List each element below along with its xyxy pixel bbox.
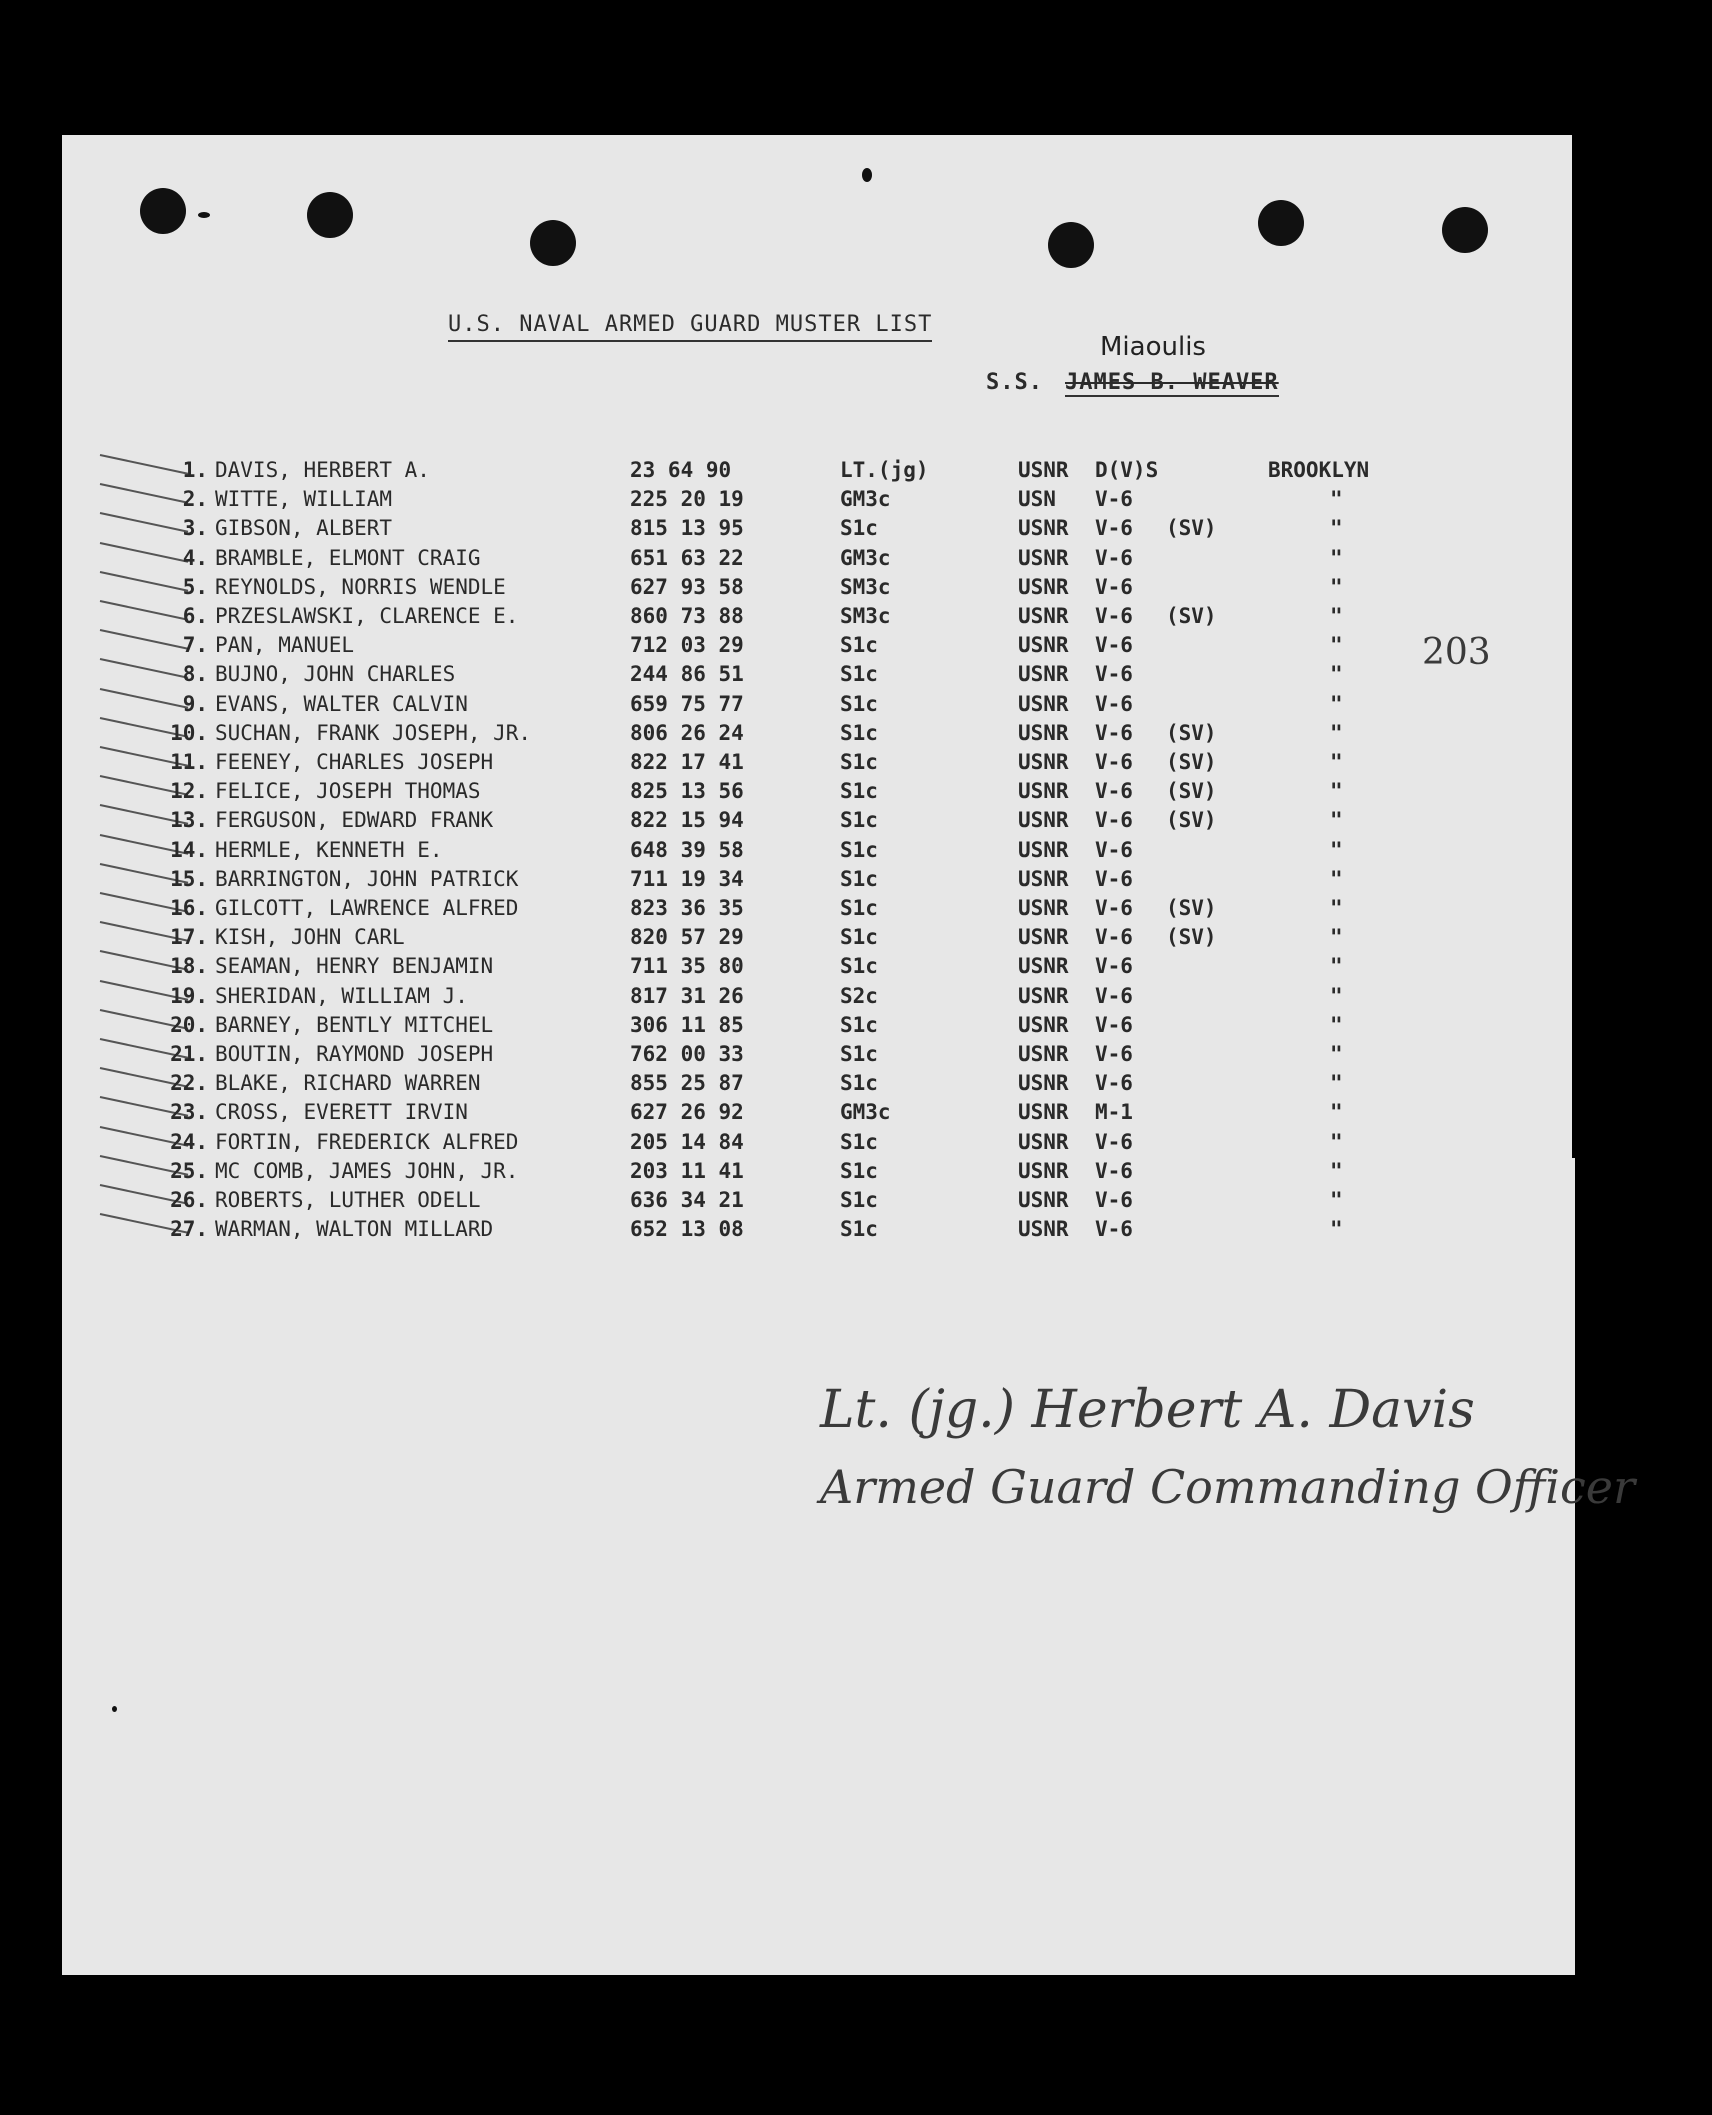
classification: V-6 (1095, 516, 1133, 540)
branch: USNR (1018, 808, 1069, 832)
crew-name: BLAKE, RICHARD WARREN (215, 1071, 481, 1095)
crew-name: DAVIS, HERBERT A. (215, 458, 430, 482)
classification: V-6 (1095, 487, 1133, 511)
rating: S1c (840, 516, 878, 540)
crew-name: FERGUSON, EDWARD FRANK (215, 808, 494, 832)
classification: V-6 (1095, 546, 1133, 570)
service-number: 627 26 92 (630, 1100, 744, 1124)
rating: S1c (840, 867, 878, 891)
ditto-mark: " (1330, 925, 1343, 949)
branch: USNR (1018, 546, 1069, 570)
branch: USNR (1018, 1042, 1069, 1066)
crew-name: CROSS, EVERETT IRVIN (215, 1100, 468, 1124)
roster-number: 21. (170, 1042, 208, 1066)
ditto-mark: " (1330, 516, 1343, 540)
branch: USN (1018, 487, 1056, 511)
roster-number: 15. (170, 867, 208, 891)
rating: S1c (840, 896, 878, 920)
classification: V-6 (1095, 633, 1133, 657)
rating: GM3c (840, 1100, 891, 1124)
sv-flag: (SV) (1166, 896, 1217, 920)
branch: USNR (1018, 662, 1069, 686)
crew-name: WARMAN, WALTON MILLARD (215, 1217, 494, 1241)
classification: V-6 (1095, 1042, 1133, 1066)
branch: USNR (1018, 721, 1069, 745)
branch: USNR (1018, 1071, 1069, 1095)
home-port: BROOKLYN (1268, 458, 1370, 482)
punch-hole (1258, 200, 1304, 246)
service-number: 860 73 88 (630, 604, 744, 628)
rating: S1c (840, 1042, 878, 1066)
crew-name: BUJNO, JOHN CHARLES (215, 662, 456, 686)
punch-hole (1442, 207, 1488, 253)
branch: USNR (1018, 838, 1069, 862)
ditto-mark: " (1330, 692, 1343, 716)
branch: USNR (1018, 458, 1069, 482)
branch: USNR (1018, 575, 1069, 599)
service-number: 822 15 94 (630, 808, 744, 832)
ditto-mark: " (1330, 604, 1343, 628)
crew-name: BARNEY, BENTLY MITCHEL (215, 1013, 494, 1037)
service-number: 205 14 84 (630, 1130, 744, 1154)
ditto-mark: " (1330, 1042, 1343, 1066)
roster-number: 8. (182, 662, 208, 686)
rating: S1c (840, 1188, 878, 1212)
ditto-mark: " (1330, 954, 1343, 978)
classification: V-6 (1095, 984, 1133, 1008)
crew-name: WITTE, WILLIAM (215, 487, 393, 511)
crew-name: SEAMAN, HENRY BENJAMIN (215, 954, 494, 978)
ditto-mark: " (1330, 546, 1343, 570)
ditto-mark: " (1330, 1217, 1343, 1241)
sv-flag: (SV) (1166, 721, 1217, 745)
crew-name: FEENEY, CHARLES JOSEPH (215, 750, 494, 774)
rating: GM3c (840, 487, 891, 511)
roster-number: 10. (170, 721, 208, 745)
crew-name: BARRINGTON, JOHN PATRICK (215, 867, 519, 891)
punch-hole (140, 188, 186, 234)
classification: V-6 (1095, 954, 1133, 978)
service-number: 855 25 87 (630, 1071, 744, 1095)
service-number: 712 03 29 (630, 633, 744, 657)
rating: S2c (840, 984, 878, 1008)
punch-hole (530, 220, 576, 266)
branch: USNR (1018, 516, 1069, 540)
rating: S1c (840, 1217, 878, 1241)
roster-number: 14. (170, 838, 208, 862)
ditto-mark: " (1330, 662, 1343, 686)
branch: USNR (1018, 604, 1069, 628)
ship-name-struck: JAMES B. WEAVER (1065, 370, 1279, 395)
rating: S1c (840, 692, 878, 716)
branch: USNR (1018, 867, 1069, 891)
branch: USNR (1018, 954, 1069, 978)
sv-flag: (SV) (1166, 604, 1217, 628)
roster-number: 26. (170, 1188, 208, 1212)
branch: USNR (1018, 1159, 1069, 1183)
service-number: 823 36 35 (630, 896, 744, 920)
sv-flag: (SV) (1166, 925, 1217, 949)
ditto-mark: " (1330, 487, 1343, 511)
roster-number: 3. (182, 516, 208, 540)
classification: V-6 (1095, 925, 1133, 949)
ink-speck (862, 168, 872, 182)
ditto-mark: " (1330, 779, 1343, 803)
service-number: 648 39 58 (630, 838, 744, 862)
crew-name: MC COMB, JAMES JOHN, JR. (215, 1159, 519, 1183)
service-number: 822 17 41 (630, 750, 744, 774)
service-number: 651 63 22 (630, 546, 744, 570)
ditto-mark: " (1330, 1188, 1343, 1212)
crew-name: SUCHAN, FRANK JOSEPH, JR. (215, 721, 532, 745)
rating: SM3c (840, 575, 891, 599)
roster-number: 20. (170, 1013, 208, 1037)
service-number: 815 13 95 (630, 516, 744, 540)
rating: S1c (840, 808, 878, 832)
branch: USNR (1018, 896, 1069, 920)
sv-flag: (SV) (1166, 750, 1217, 774)
classification: D(V)S (1095, 458, 1159, 482)
ink-speck (112, 1706, 117, 1712)
ditto-mark: " (1330, 721, 1343, 745)
roster-number: 18. (170, 954, 208, 978)
ditto-mark: " (1330, 1013, 1343, 1037)
ditto-mark: " (1330, 984, 1343, 1008)
service-number: 636 34 21 (630, 1188, 744, 1212)
punch-hole (1048, 222, 1094, 268)
ditto-mark: " (1330, 1159, 1343, 1183)
crew-name: REYNOLDS, NORRIS WENDLE (215, 575, 506, 599)
branch: USNR (1018, 633, 1069, 657)
rating: S1c (840, 1013, 878, 1037)
signature-name: Lt. (jg.) Herbert A. Davis (820, 1380, 1475, 1440)
document-title: U.S. NAVAL ARMED GUARD MUSTER LIST (448, 312, 932, 342)
service-number: 225 20 19 (630, 487, 744, 511)
crew-name: SHERIDAN, WILLIAM J. (215, 984, 468, 1008)
branch: USNR (1018, 1188, 1069, 1212)
ditto-mark: " (1330, 575, 1343, 599)
classification: V-6 (1095, 575, 1133, 599)
classification: V-6 (1095, 662, 1133, 686)
service-number: 817 31 26 (630, 984, 744, 1008)
classification: V-6 (1095, 721, 1133, 745)
roster-number: 24. (170, 1130, 208, 1154)
ditto-mark: " (1330, 896, 1343, 920)
roster-number: 6. (182, 604, 208, 628)
rating: GM3c (840, 546, 891, 570)
roster-number: 1. (182, 458, 208, 482)
branch: USNR (1018, 1217, 1069, 1241)
ink-speck (198, 212, 210, 218)
service-number: 711 35 80 (630, 954, 744, 978)
crew-name: BRAMBLE, ELMONT CRAIG (215, 546, 481, 570)
classification: V-6 (1095, 750, 1133, 774)
classification: V-6 (1095, 896, 1133, 920)
sv-flag: (SV) (1166, 779, 1217, 803)
classification: M-1 (1095, 1100, 1133, 1124)
rating: S1c (840, 721, 878, 745)
branch: USNR (1018, 692, 1069, 716)
classification: V-6 (1095, 1159, 1133, 1183)
roster-number: 19. (170, 984, 208, 1008)
crew-name: KISH, JOHN CARL (215, 925, 405, 949)
classification: V-6 (1095, 779, 1133, 803)
roster-number: 2. (182, 487, 208, 511)
branch: USNR (1018, 1130, 1069, 1154)
roster-number: 27. (170, 1217, 208, 1241)
ditto-mark: " (1330, 867, 1343, 891)
crew-name: FORTIN, FREDERICK ALFRED (215, 1130, 519, 1154)
service-number: 711 19 34 (630, 867, 744, 891)
roster-number: 22. (170, 1071, 208, 1095)
rating: S1c (840, 1159, 878, 1183)
classification: V-6 (1095, 1071, 1133, 1095)
crew-name: EVANS, WALTER CALVIN (215, 692, 468, 716)
service-number: 652 13 08 (630, 1217, 744, 1241)
roster-number: 12. (170, 779, 208, 803)
crew-name: GIBSON, ALBERT (215, 516, 393, 540)
classification: V-6 (1095, 1217, 1133, 1241)
classification: V-6 (1095, 692, 1133, 716)
service-number: 244 86 51 (630, 662, 744, 686)
branch: USNR (1018, 779, 1069, 803)
ditto-mark: " (1330, 633, 1343, 657)
classification: V-6 (1095, 867, 1133, 891)
classification: V-6 (1095, 1188, 1133, 1212)
crew-name: FELICE, JOSEPH THOMAS (215, 779, 481, 803)
branch: USNR (1018, 984, 1069, 1008)
ditto-mark: " (1330, 750, 1343, 774)
ditto-mark: " (1330, 838, 1343, 862)
classification: V-6 (1095, 838, 1133, 862)
rating: S1c (840, 1071, 878, 1095)
rating: S1c (840, 954, 878, 978)
punch-hole (307, 192, 353, 238)
classification: V-6 (1095, 1013, 1133, 1037)
classification: V-6 (1095, 1130, 1133, 1154)
document-page-edge (1547, 1158, 1575, 1975)
roster-number: 13. (170, 808, 208, 832)
rating: S1c (840, 750, 878, 774)
roster-number: 16. (170, 896, 208, 920)
roster-number: 4. (182, 546, 208, 570)
service-number: 306 11 85 (630, 1013, 744, 1037)
service-number: 806 26 24 (630, 721, 744, 745)
rating: S1c (840, 633, 878, 657)
crew-name: ROBERTS, LUTHER ODELL (215, 1188, 481, 1212)
service-number: 627 93 58 (630, 575, 744, 599)
roster-number: 25. (170, 1159, 208, 1183)
branch: USNR (1018, 925, 1069, 949)
ship-prefix: S.S. (986, 370, 1043, 395)
rating: LT.(jg) (840, 458, 929, 482)
rating: SM3c (840, 604, 891, 628)
service-number: 203 11 41 (630, 1159, 744, 1183)
classification: V-6 (1095, 808, 1133, 832)
roster-number: 5. (182, 575, 208, 599)
service-number: 659 75 77 (630, 692, 744, 716)
rating: S1c (840, 662, 878, 686)
roster-number: 17. (170, 925, 208, 949)
ship-name-handwritten: Miaoulis (1100, 332, 1206, 362)
crew-name: PRZESLAWSKI, CLARENCE E. (215, 604, 519, 628)
branch: USNR (1018, 1100, 1069, 1124)
rating: S1c (840, 925, 878, 949)
service-number: 825 13 56 (630, 779, 744, 803)
sv-flag: (SV) (1166, 516, 1217, 540)
signature-title: Armed Guard Commanding Officer (820, 1460, 1635, 1514)
ditto-mark: " (1330, 1100, 1343, 1124)
roster-number: 23. (170, 1100, 208, 1124)
roster-number: 7. (182, 633, 208, 657)
crew-name: BOUTIN, RAYMOND JOSEPH (215, 1042, 494, 1066)
sv-flag: (SV) (1166, 808, 1217, 832)
page-number: 203 (1422, 632, 1491, 673)
branch: USNR (1018, 750, 1069, 774)
classification: V-6 (1095, 604, 1133, 628)
ditto-mark: " (1330, 808, 1343, 832)
crew-name: PAN, MANUEL (215, 633, 355, 657)
ditto-mark: " (1330, 1071, 1343, 1095)
rating: S1c (840, 838, 878, 862)
service-number: 820 57 29 (630, 925, 744, 949)
rating: S1c (840, 1130, 878, 1154)
rating: S1c (840, 779, 878, 803)
ditto-mark: " (1330, 1130, 1343, 1154)
service-number: 23 64 90 (630, 458, 732, 482)
crew-name: HERMLE, KENNETH E. (215, 838, 443, 862)
branch: USNR (1018, 1013, 1069, 1037)
roster-number: 9. (182, 692, 208, 716)
roster-number: 11. (170, 750, 208, 774)
service-number: 762 00 33 (630, 1042, 744, 1066)
crew-name: GILCOTT, LAWRENCE ALFRED (215, 896, 519, 920)
